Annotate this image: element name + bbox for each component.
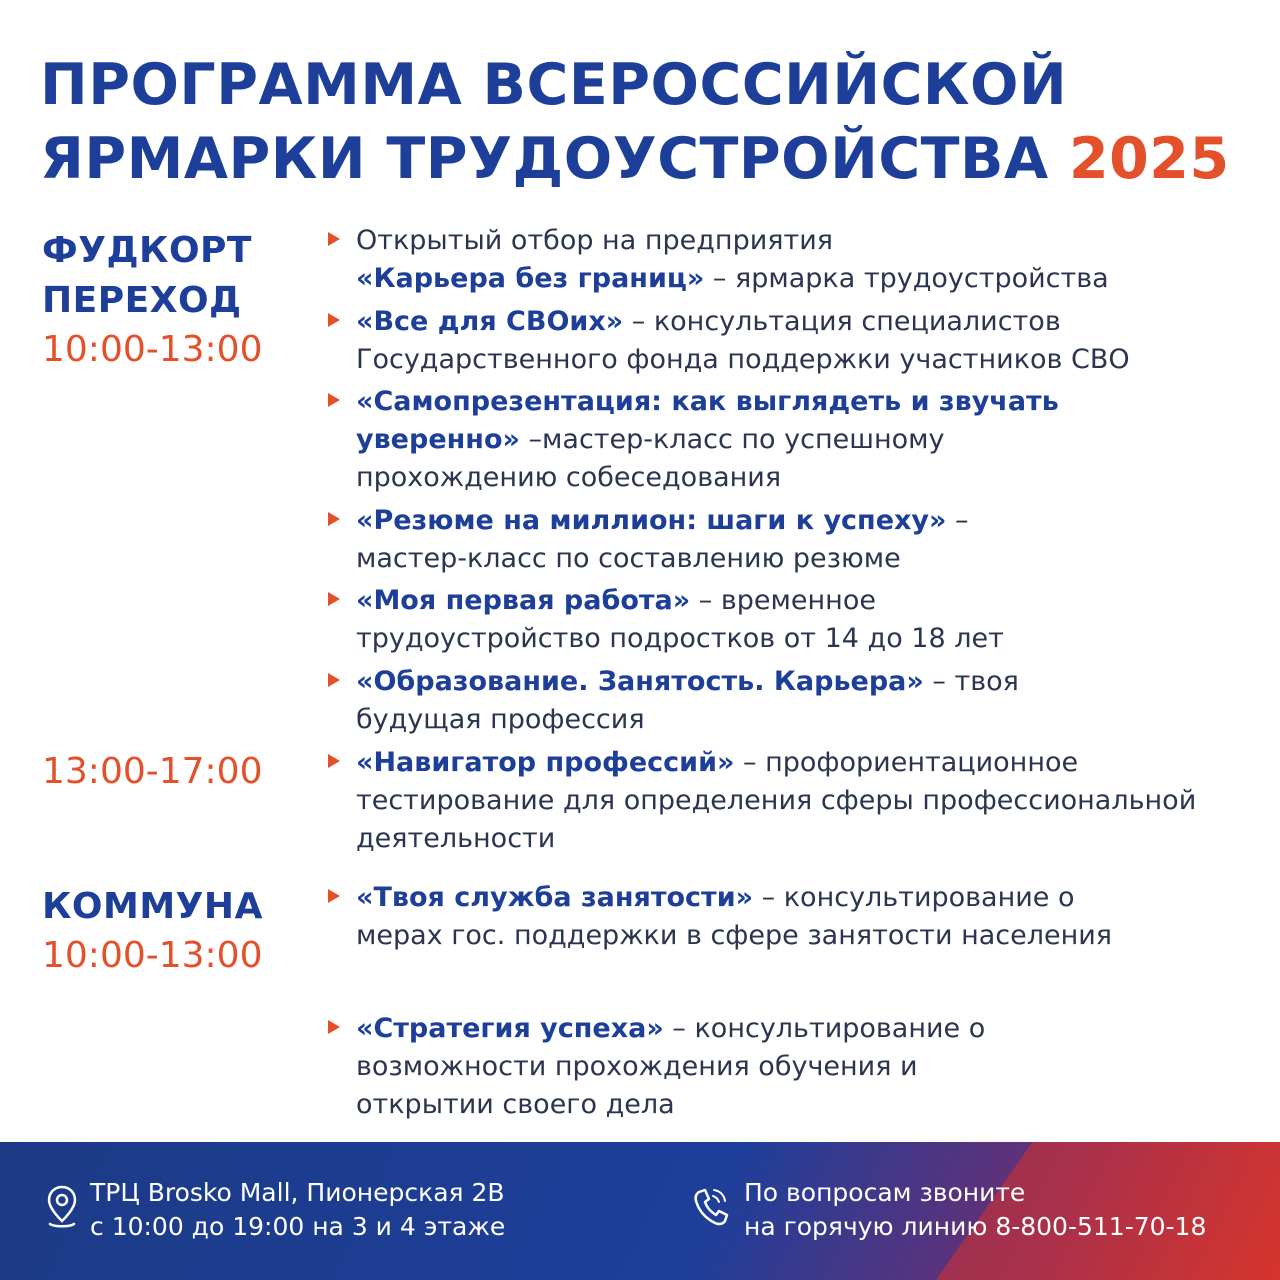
item-title: «Образование. Занятость. Карьера» — [356, 666, 924, 697]
triangle-bullet-icon — [328, 232, 340, 246]
program-item — [326, 744, 1261, 858]
title-line-1: ПРОГРАММА ВСЕРОССИЙСКОЙ — [40, 52, 1068, 118]
item-description: – твоя будущая профессия — [356, 666, 1019, 735]
hotline-line-1: По вопросам звоните — [744, 1178, 1026, 1207]
item-title: «Моя первая работа» — [356, 585, 691, 616]
footer-address — [90, 1176, 505, 1244]
program-item — [326, 383, 1261, 497]
item-title: «Самопрезентация: как выглядеть и звучать уверенно» — [356, 386, 1059, 455]
venue-kommuna — [42, 882, 263, 980]
item-title: «Навигатор профессий» — [356, 747, 735, 778]
title-line-2 — [40, 122, 1260, 196]
page-title — [40, 48, 1260, 196]
venue-foodcourt — [42, 226, 262, 374]
program-item — [326, 303, 1261, 379]
item-description: – ярмарка трудоустройства — [704, 263, 1109, 294]
venue-time: 13:00-17:00 — [42, 751, 263, 792]
phone-icon — [690, 1184, 730, 1230]
triangle-bullet-icon — [328, 889, 340, 903]
venue-timeslot-2 — [42, 748, 262, 796]
address-line-1: ТРЦ Brosko Mall, Пионерская 2В — [90, 1178, 505, 1207]
triangle-bullet-icon — [328, 313, 340, 327]
address-line-2: с 10:00 до 19:00 на 3 и 4 этаже — [90, 1212, 506, 1241]
venue-name-line-1: ФУДКОРТ — [42, 230, 252, 271]
item-description: – профориентационное тестирование для определения сферы профессиональной деятельности — [356, 747, 1197, 854]
item-title: «Все для СВОих» — [356, 306, 624, 337]
program-item — [326, 502, 1261, 578]
venue-name-line-2: ПЕРЕХОД — [42, 280, 242, 321]
program-item — [326, 663, 1261, 739]
item-intro: Открытый отбор на предприятия — [356, 225, 834, 256]
triangle-bullet-icon — [328, 512, 340, 526]
item-description: –мастер-класс по успешному прохождению собеседования — [356, 424, 945, 493]
footer-hotline — [744, 1176, 1206, 1244]
venue-time: 10:00-13:00 — [42, 329, 263, 370]
program-item — [326, 222, 1261, 298]
venue-name-line-1: КОММУНА — [42, 886, 263, 927]
title-year: 2025 — [1068, 126, 1230, 192]
item-description: – консультирование о возможности прохождения обучения и открытии своего дела — [356, 1013, 986, 1120]
item-description: – консультация специалистов Государственного фонда поддержки участников СВО — [356, 306, 1130, 375]
program-item — [326, 1010, 1261, 1124]
triangle-bullet-icon — [328, 592, 340, 606]
venue-time: 10:00-13:00 — [42, 935, 263, 976]
triangle-bullet-icon — [328, 1020, 340, 1034]
map-pin-icon — [42, 1184, 82, 1230]
hotline-line-2: на горячую линию 8-800-511-70-18 — [744, 1212, 1207, 1241]
triangle-bullet-icon — [328, 754, 340, 768]
item-description: – временное трудоустройство подростков от 14 до 18 лет — [356, 585, 1004, 654]
program-item — [326, 879, 1261, 955]
item-title: «Резюме на миллион: шаги к успеху» — [356, 505, 947, 536]
item-description: – консультирование о мерах гос. поддержки в сфере занятости населения — [356, 882, 1113, 951]
item-title: «Твоя служба занятости» — [356, 882, 754, 913]
program-item — [326, 582, 1261, 658]
item-title: «Стратегия успеха» — [356, 1013, 664, 1044]
item-title: «Карьера без границ» — [356, 263, 705, 294]
title-line-2-text: ЯРМАРКИ ТРУДОУСТРОЙСТВА — [40, 126, 1049, 192]
item-description: – мастер-класс по составлению резюме — [356, 505, 969, 574]
triangle-bullet-icon — [328, 393, 340, 407]
footer-banner — [0, 1142, 1280, 1280]
triangle-bullet-icon — [328, 673, 340, 687]
